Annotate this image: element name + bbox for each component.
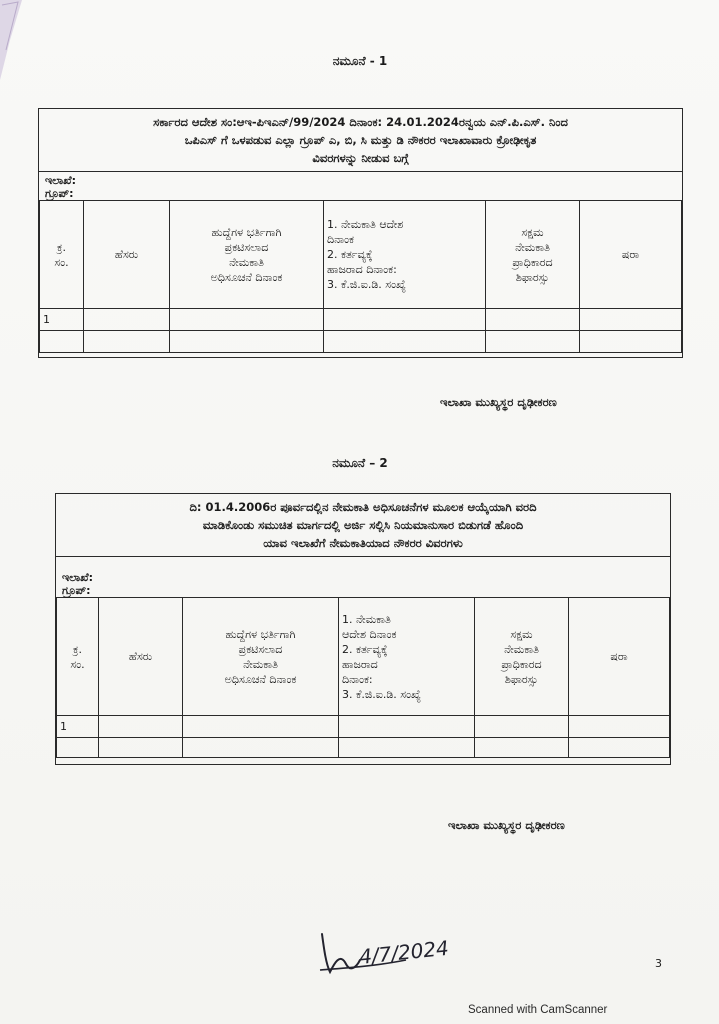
- column-header-notification-date: ಹುದ್ದೆಗಳ ಭರ್ತಿಗಾಗಿ ಪ್ರಕಟಿಸಲಾದ ನೇಮಕಾತಿ ಅಧಿಸೂಚನೆ ದಿನಾಂಕ: [170, 201, 324, 309]
- row-serial-cell: 1: [40, 309, 84, 331]
- form2-heading-line-1: ದಿ: 01.4.2006ರ ಪೂರ್ವದಲ್ಲಿನ ನೇಮಕಾತಿ ಅಧಿಸೂಚನೆಗಳ ಮೂಲಕ ಆಯ್ಕೆಯಾಗಿ ವರದಿ: [189, 500, 537, 514]
- form2-certification: ಇಲಾಖಾ ಮುಖ್ಯಸ್ಥರ ದೃಢೀಕರಣ: [448, 818, 565, 832]
- column-header-serial: ಕ್ರ. ಸಂ.: [57, 598, 99, 716]
- form2-heading: [56, 494, 670, 557]
- form1-department-label: ಇಲಾಖೆ:: [45, 174, 77, 187]
- table-row: [57, 716, 670, 738]
- form2-department-label: ಇಲಾಖೆ:: [62, 571, 94, 584]
- form1-heading-line-3: ವಿವರಗಳನ್ನು ನೀಡುವ ಬಗ್ಗೆ: [312, 151, 409, 165]
- form1-group-label: ಗ್ರೂಪ್:: [45, 187, 74, 200]
- table-row: [40, 309, 682, 331]
- column-header-appointment-details: 1. ನೇಮಕಾತಿ ಆದೇಶ ದಿನಾಂಕ 2. ಕರ್ತವ್ಯಕ್ಕೆ ಹಾಜರಾದ ದಿನಾಂಕ: 3. ಕೆ.ಜಿ.ಐ.ಡಿ. ಸಂಖ್ಯೆ: [339, 598, 475, 716]
- corner-stain: [0, 0, 60, 90]
- form1-title: ನಮೂನೆ - 1: [332, 54, 388, 68]
- page-number: 3: [655, 957, 662, 970]
- column-header-serial: ಕ್ರ. ಸಂ.: [40, 201, 84, 309]
- form1-heading: [39, 109, 682, 172]
- form2-heading-line-2: ಮಾಡಿಕೊಂಡು ಸಮುಚಿತ ಮಾರ್ಗದಲ್ಲಿ ಅರ್ಜಿ ಸಲ್ಲಿಸಿ ನಿಯಮಾನುಸಾರ ಬಿಡುಗಡೆ ಹೊಂದಿ: [202, 518, 524, 532]
- form2-table: [56, 597, 670, 758]
- column-header-remarks: ಷರಾ: [569, 598, 670, 716]
- svg-text:4/7/2024: 4/7/2024: [358, 935, 450, 969]
- column-header-notification-date: ಹುದ್ದೆಗಳ ಭರ್ತಿಗಾಗಿ ಪ್ರಕಟಿಸಲಾದ ನೇಮಕಾತಿ ಅಧಿಸೂಚನೆ ದಿನಾಂಕ: [183, 598, 339, 716]
- form1-certification: ಇಲಾಖಾ ಮುಖ್ಯಸ್ಥರ ದೃಢೀಕರಣ: [440, 395, 557, 409]
- form1-box: [38, 108, 683, 358]
- table-header-row: [40, 201, 682, 309]
- form2-box: [55, 493, 671, 765]
- column-header-authority-recommendation: ಸಕ್ಷಮ ನೇಮಕಾತಿ ಪ್ರಾಧಿಕಾರದ ಶಿಫಾರಸ್ಸು: [475, 598, 569, 716]
- column-header-remarks: ಷರಾ: [580, 201, 682, 309]
- scanner-watermark: Scanned with CamScanner: [468, 1004, 608, 1016]
- form1-heading-line-2: ಒಪಿಎಸ್ ಗೆ ಒಳಪಡುವ ಎಲ್ಲಾ ಗ್ರೂಪ್ ಎ, ಬಿ, ಸಿ ಮತ್ತು ಡಿ ನೌಕರರ ಇಲಾಖಾವಾರು ಕ್ರೋಢೀಕೃತ: [184, 133, 537, 147]
- handwritten-signature: [316, 924, 476, 984]
- form2-group-label: ಗ್ರೂಪ್:: [62, 584, 91, 597]
- table-header-row: [57, 598, 670, 716]
- row-serial-cell: 1: [57, 716, 99, 738]
- form2-heading-line-3: ಯಾವ ಇಲಾಖೆಗೆ ನೇಮಕಾತಿಯಾದ ನೌಕರರ ವಿವರಗಳು: [263, 536, 463, 550]
- column-header-authority-recommendation: ಸಕ್ಷಮ ನೇಮಕಾತಿ ಪ್ರಾಧಿಕಾರದ ಶಿಫಾರಸ್ಸು: [486, 201, 580, 309]
- column-header-appointment-details: 1. ನೇಮಕಾತಿ ಆದೇಶ ದಿನಾಂಕ 2. ಕರ್ತವ್ಯಕ್ಕೆ ಹಾಜರಾದ ದಿನಾಂಕ: 3. ಕೆ.ಜಿ.ಐ.ಡಿ. ಸಂಖ್ಯೆ: [324, 201, 486, 309]
- column-header-name: ಹೆಸರು: [84, 201, 170, 309]
- form1-table: [39, 200, 682, 353]
- table-row: [40, 331, 682, 353]
- form1-heading-line-1: ಸರ್ಕಾರದ ಆದೇಶ ಸಂ:ಆಇ-ಪಿಇಎನ್/99/2024 ದಿನಾಂಕ: 24.01.2024ರನ್ವಯ ಎನ್.ಪಿ.ಎಸ್. ನಿಂದ: [153, 115, 568, 129]
- table-row: [57, 738, 670, 758]
- form2-title: ನಮೂನೆ – 2: [332, 456, 388, 470]
- column-header-name: ಹೆಸರು: [99, 598, 183, 716]
